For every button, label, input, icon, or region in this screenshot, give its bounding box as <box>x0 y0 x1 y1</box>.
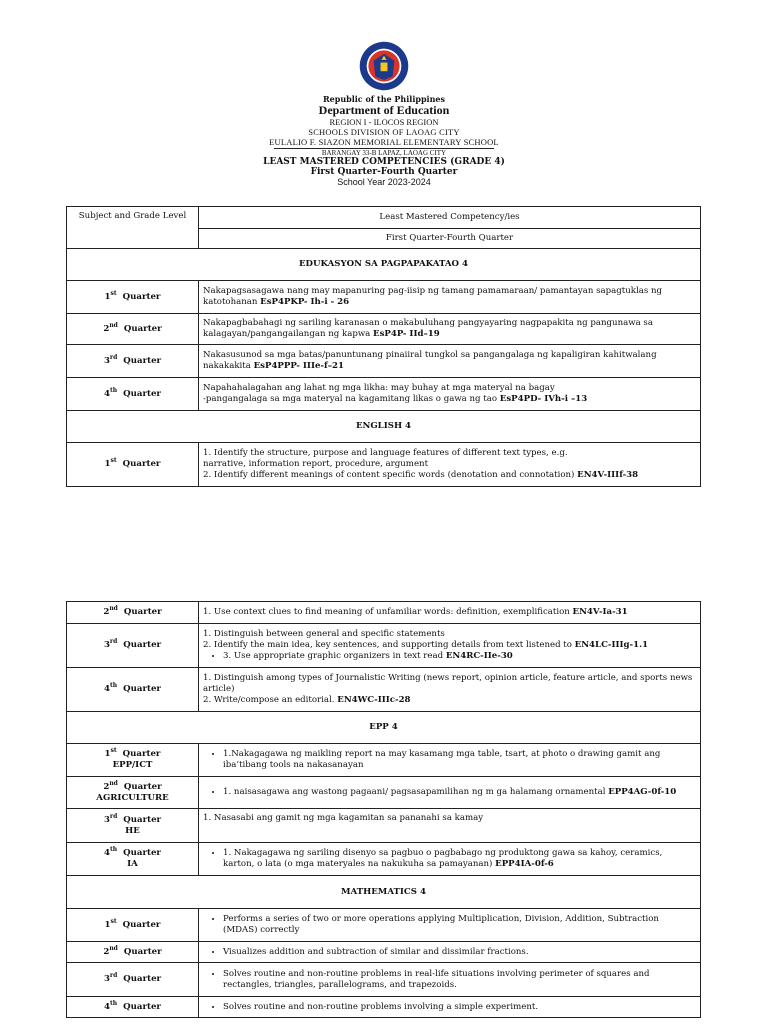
barangay-text: BARANGAY 33-B LAPAZ, LAOAG CITY <box>321 149 447 158</box>
competency-cell: Napahahalagahan ang lahat ng mga likha: may buhay at mga materyal na bagay -pangangalaga sa mga materyal na kagamitang likas o gawa ng tao EsP4PD- IVh-i –13 <box>199 378 701 411</box>
header-competency: Least Mastered Competency/ies <box>199 207 701 229</box>
quarter-label: 1st Quarter <box>67 443 199 487</box>
section-title-english: ENGLISH 4 <box>67 411 701 443</box>
competency-cell: Nakapagbabahagi ng sariling karanasan o makabuluhang pangyayaring nagpapakita ng pangunawa sa kalagayan/pangangailangan ng kapwa EsP4P- IId–19 <box>199 314 701 345</box>
section-row-english <box>67 411 701 443</box>
competency-cell: 1. Distinguish between general and specific statements 2. Identify the main idea, key sentences, and supporting details from text listened to EN4LC-IIIg-1.1 • 3. Use appropriate graphic organizers in text read EN4RC-IIe-30 <box>199 624 701 668</box>
school-name: EULALIO F. SIAZON MEMORIAL ELEMENTARY SCHOOL <box>269 136 499 147</box>
competency-cell: 1. Distinguish among types of Journalistic Writing (news report, opinion article, feature article, and sports news article) 2. Write/compose an editorial. EN4WC-IIIc-28 <box>199 668 701 712</box>
competencies-table-part-2 <box>66 601 701 1018</box>
competency-cell: • Visualizes addition and subtraction of similar and dissimilar fractions. <box>199 942 701 963</box>
section-row-epp <box>67 712 701 744</box>
competency-cell: Nakasusunod sa mga batas/panuntunang pinaiiral tungkol sa pangangalaga ng kapaligiran kahitwalang nakakakita EsP4PPP- IIIe-f–21 <box>199 345 701 378</box>
table-row <box>67 809 701 843</box>
section-title-epp: EPP 4 <box>67 712 701 744</box>
table-row <box>67 443 701 487</box>
table-row <box>67 744 701 777</box>
competency-cell: • 1. Nakagagawa ng sariling disenyo sa pagbuo o pagbabago ng produktong gawa sa kahoy, ceramics, karton, o lata (o mga materyales na nakukuha sa pamayanan) EPP4IA-0f-6 <box>199 843 701 876</box>
section-row-math <box>67 876 701 909</box>
header-quarter-range: First Quarter-Fourth Quarter <box>199 229 701 249</box>
table-row <box>67 378 701 411</box>
table-row <box>67 314 701 345</box>
table-row <box>67 668 701 712</box>
letterhead <box>0 40 768 157</box>
competency-cell: • Solves routine and non-routine problems in real-life situations involving perimeter of squares and rectangles, triangles, parallelograms, and trapezoids. <box>199 963 701 997</box>
competency-cell: • Performs a series of two or more operations applying Multiplication, Division, Addition, Subtraction (MDAS) correctly <box>199 909 701 942</box>
school-year: School Year 2023-2024 <box>337 177 431 187</box>
quarter-label: 3rd Quarter <box>67 345 199 378</box>
table-row <box>67 942 701 963</box>
competency-cell: 1. Identify the structure, purpose and language features of different text types, e.g. narrative, information report, procedure, argument 2. Identify different meanings of content specific words (denotation and connotation) EN4V-IIIf-38 <box>199 443 701 487</box>
quarter-label: 3rd Quarter <box>67 624 199 668</box>
table-row <box>67 909 701 942</box>
table-row <box>67 843 701 876</box>
quarter-label: 2nd Quarter <box>67 942 199 963</box>
competency-cell: • 1.Nakagagawa ng maikling report na may kasamang mga table, tsart, at photo o drawing gamit ang iba’tibang tools na nakasanayan <box>199 744 701 777</box>
table-row <box>67 602 701 624</box>
competency-cell: 1. Use context clues to find meaning of unfamiliar words: definition, exemplification EN4V-Ia-31 <box>199 602 701 624</box>
quarter-label: 4th Quarter <box>67 378 199 411</box>
competency-cell: Nakapagsasagawa nang may mapanuring pag-iisip ng tamang pamamaraan/ pamantayan sapagtuklas ng katotohanan EsP4PKP- Ih-i - 26 <box>199 281 701 314</box>
document-title <box>0 157 768 187</box>
quarter-label: 1st Quarter EPP/ICT <box>67 744 199 777</box>
division-text: SCHOOLS DIVISION OF LAOAG CITY <box>308 126 460 137</box>
table-row <box>67 281 701 314</box>
region-text: REGION I - ILOCOS REGION <box>329 116 439 127</box>
quarter-label: 2nd Quarter <box>67 602 199 624</box>
competency-cell: 1. Nasasabi ang gamit ng mga kagamitan sa pananahi sa kamay <box>199 809 701 843</box>
table-row <box>67 777 701 809</box>
header-subject: Subject and Grade Level <box>67 207 199 249</box>
quarter-label: 1st Quarter <box>67 909 199 942</box>
section-title-math: MATHEMATICS 4 <box>67 876 701 909</box>
quarter-label: 1st Quarter <box>67 281 199 314</box>
table-row <box>67 624 701 668</box>
competency-cell: • 1. naisasagawa ang wastong pagaani/ pagsasapamilihan ng m ga halamang ornamental EPP4AG-0f-10 <box>199 777 701 809</box>
deped-seal-logo <box>358 40 410 92</box>
quarter-label: 2nd Quarter <box>67 314 199 345</box>
quarter-label: 3rd Quarter <box>67 963 199 997</box>
republic-text: Republic of the Philippines <box>322 94 445 104</box>
table-row <box>67 345 701 378</box>
title-line-1: LEAST MASTERED COMPETENCIES (GRADE 4) <box>263 157 505 167</box>
quarter-label: 4th Quarter IA <box>67 843 199 876</box>
department-text: Department of Education <box>318 103 450 118</box>
quarter-label: 4th Quarter <box>67 997 199 1018</box>
competency-cell: • Solves routine and non-routine problems involving a simple experiment. <box>199 997 701 1018</box>
table-header-row <box>67 207 701 229</box>
section-title-esp: EDUKASYON SA PAGPAPAKATAO 4 <box>67 249 701 281</box>
table-row <box>67 963 701 997</box>
competencies-table-part-1 <box>66 206 701 487</box>
table-row <box>67 997 701 1018</box>
quarter-label: 2nd Quarter AGRICULTURE <box>67 777 199 809</box>
title-line-2: First Quarter-Fourth Quarter <box>310 167 458 177</box>
section-row-esp <box>67 249 701 281</box>
quarter-label: 4th Quarter <box>67 668 199 712</box>
quarter-label: 3rd Quarter HE <box>67 809 199 843</box>
